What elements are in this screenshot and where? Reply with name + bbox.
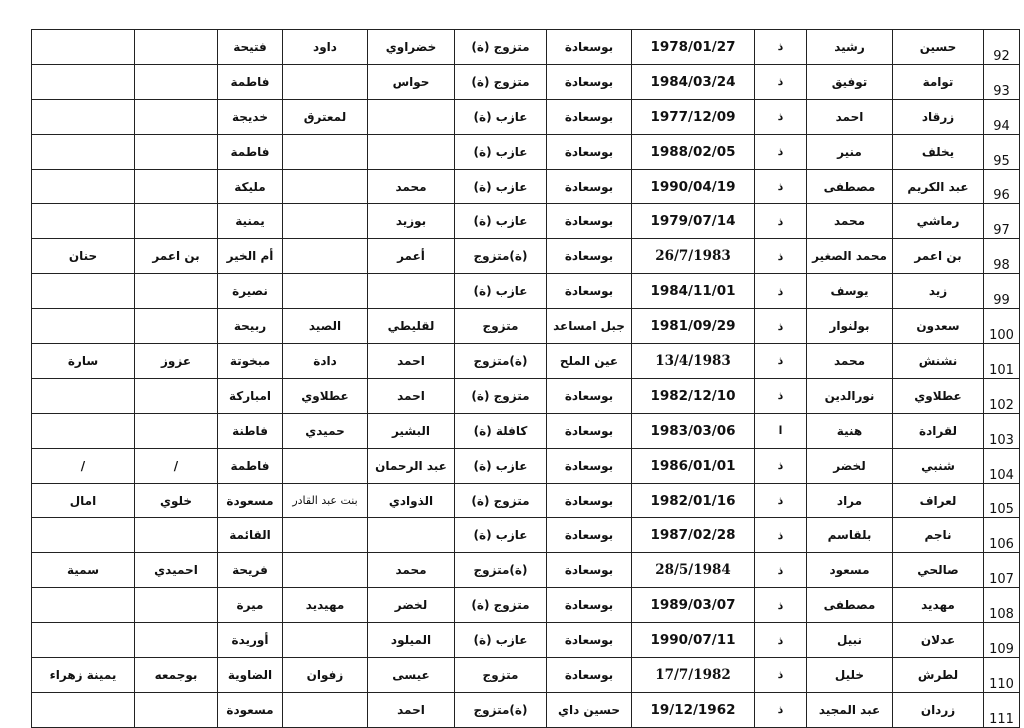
spouse-surname-cell: بن اعمر [135, 239, 218, 274]
birth-date-cell: 1982/01/16 [632, 483, 755, 518]
spouse-surname-cell [135, 30, 218, 65]
birth-date-cell: 1986/01/01 [632, 448, 755, 483]
father-name-cell [368, 99, 455, 134]
row-number: 92 [984, 30, 1020, 65]
spouse-name-cell [32, 99, 135, 134]
first-name-cell: احمد [807, 99, 893, 134]
gender-cell: ذ [755, 204, 807, 239]
first-name-cell: هنية [807, 413, 893, 448]
father-name-cell: لقليطي [368, 309, 455, 344]
mother-name-cell: أم الخير [218, 239, 283, 274]
extra-name-cell [283, 448, 368, 483]
row-number: 94 [984, 99, 1020, 134]
birth-place-cell: بوسعادة [547, 274, 632, 309]
surname-cell: لطرش [893, 658, 984, 693]
row-number: 97 [984, 204, 1020, 239]
spouse-name-cell: حنان [32, 239, 135, 274]
spouse-name-cell [32, 378, 135, 413]
first-name-cell: محمد الصغير [807, 239, 893, 274]
extra-name-cell [283, 64, 368, 99]
table-row [32, 658, 1020, 693]
birth-date-cell: 1984/11/01 [632, 274, 755, 309]
birth-place-cell: بوسعادة [547, 99, 632, 134]
spouse-surname-cell [135, 134, 218, 169]
father-name-cell: البشير [368, 413, 455, 448]
marital-status-cell: كافلة (ة) [455, 413, 547, 448]
spouse-name-cell [32, 169, 135, 204]
extra-name-cell [283, 553, 368, 588]
first-name-cell: عبد المجيد [807, 692, 893, 727]
row-number: 96 [984, 169, 1020, 204]
spouse-name-cell [32, 274, 135, 309]
gender-cell: ذ [755, 588, 807, 623]
surname-cell: زيد [893, 274, 984, 309]
surname-cell: زرقاد [893, 99, 984, 134]
gender-cell: ذ [755, 378, 807, 413]
surname-cell: زردان [893, 692, 984, 727]
father-name-cell: بوزيد [368, 204, 455, 239]
table-row [32, 553, 1020, 588]
gender-cell: ذ [755, 239, 807, 274]
spouse-name-cell [32, 692, 135, 727]
first-name-cell: يوسف [807, 274, 893, 309]
father-name-cell: الميلود [368, 623, 455, 658]
extra-name-cell [283, 623, 368, 658]
mother-name-cell: فريحة [218, 553, 283, 588]
birth-date-cell: 1984/03/24 [632, 64, 755, 99]
birth-date-cell: 28/5/1984 [632, 553, 755, 588]
spouse-name-cell: امال [32, 483, 135, 518]
table-row [32, 344, 1020, 379]
spouse-surname-cell [135, 588, 218, 623]
surname-cell: سعدون [893, 309, 984, 344]
mother-name-cell: مسعودة [218, 692, 283, 727]
birth-place-cell: جبل امساعد [547, 309, 632, 344]
birth-date-cell: 1987/02/28 [632, 518, 755, 553]
gender-cell: ذ [755, 64, 807, 99]
birth-date-cell: 1990/04/19 [632, 169, 755, 204]
spouse-name-cell [32, 309, 135, 344]
marital-status-cell: عازب (ة) [455, 204, 547, 239]
birth-place-cell: بوسعادة [547, 413, 632, 448]
spouse-name-cell [32, 134, 135, 169]
row-number: 105 [984, 483, 1020, 518]
spouse-surname-cell [135, 413, 218, 448]
birth-date-cell: 1981/09/29 [632, 309, 755, 344]
spouse-name-cell [32, 64, 135, 99]
spouse-surname-cell: بوجمعه [135, 658, 218, 693]
father-name-cell: خضراوي [368, 30, 455, 65]
father-name-cell [368, 518, 455, 553]
first-name-cell: مصطفى [807, 588, 893, 623]
gender-cell: ذ [755, 309, 807, 344]
row-number: 95 [984, 134, 1020, 169]
gender-cell: ذ [755, 134, 807, 169]
table-row [32, 378, 1020, 413]
first-name-cell: نبيل [807, 623, 893, 658]
table-row [32, 204, 1020, 239]
spouse-surname-cell: عزوز [135, 344, 218, 379]
birth-place-cell: بوسعادة [547, 518, 632, 553]
table-row [32, 134, 1020, 169]
extra-name-cell: مهيديد [283, 588, 368, 623]
marital-status-cell: (ة)متزوج [455, 553, 547, 588]
birth-date-cell: 1982/12/10 [632, 378, 755, 413]
marital-status-cell: عازب (ة) [455, 169, 547, 204]
first-name-cell: توفيق [807, 64, 893, 99]
row-number: 108 [984, 588, 1020, 623]
extra-name-cell: داود [283, 30, 368, 65]
surname-cell: نشنش [893, 344, 984, 379]
surname-cell: بن اعمر [893, 239, 984, 274]
spouse-surname-cell [135, 169, 218, 204]
mother-name-cell: يمنية [218, 204, 283, 239]
first-name-cell: مراد [807, 483, 893, 518]
birth-place-cell: عين الملح [547, 344, 632, 379]
extra-name-cell: حميدي [283, 413, 368, 448]
surname-cell: مهديد [893, 588, 984, 623]
table-row [32, 483, 1020, 518]
spouse-surname-cell [135, 378, 218, 413]
surname-cell: رماشي [893, 204, 984, 239]
marital-status-cell: عازب (ة) [455, 623, 547, 658]
spouse-name-cell: سمية [32, 553, 135, 588]
first-name-cell: مصطفى [807, 169, 893, 204]
father-name-cell: محمد [368, 553, 455, 588]
marital-status-cell: متزوج [455, 309, 547, 344]
first-name-cell: بلقاسم [807, 518, 893, 553]
spouse-surname-cell [135, 99, 218, 134]
extra-name-cell: دادة [283, 344, 368, 379]
first-name-cell: محمد [807, 204, 893, 239]
father-name-cell: عيسى [368, 658, 455, 693]
spouse-name-cell: / [32, 448, 135, 483]
gender-cell: ذ [755, 30, 807, 65]
table-row [32, 274, 1020, 309]
table-row [32, 239, 1020, 274]
birth-place-cell: بوسعادة [547, 448, 632, 483]
gender-cell: ذ [755, 483, 807, 518]
records-table [31, 29, 1020, 728]
extra-name-cell [283, 204, 368, 239]
spouse-name-cell [32, 204, 135, 239]
birth-date-cell: 26/7/1983 [632, 239, 755, 274]
surname-cell: عطلاوي [893, 378, 984, 413]
first-name-cell: بولنوار [807, 309, 893, 344]
birth-place-cell: حسين داي [547, 692, 632, 727]
table-row [32, 518, 1020, 553]
birth-date-cell: 13/4/1983 [632, 344, 755, 379]
marital-status-cell: متزوج (ة) [455, 64, 547, 99]
birth-date-cell: 19/12/1962 [632, 692, 755, 727]
table-row [32, 309, 1020, 344]
marital-status-cell: عازب (ة) [455, 518, 547, 553]
first-name-cell: نورالدين [807, 378, 893, 413]
surname-cell: لقرادة [893, 413, 984, 448]
spouse-name-cell: يمينة زهراء [32, 658, 135, 693]
mother-name-cell: الضاوية [218, 658, 283, 693]
mother-name-cell: مليكة [218, 169, 283, 204]
gender-cell: ذ [755, 344, 807, 379]
extra-name-cell: لمعترق [283, 99, 368, 134]
row-number: 104 [984, 448, 1020, 483]
row-number: 103 [984, 413, 1020, 448]
father-name-cell: احمد [368, 344, 455, 379]
father-name-cell: محمد [368, 169, 455, 204]
father-name-cell [368, 274, 455, 309]
birth-date-cell: 1983/03/06 [632, 413, 755, 448]
spouse-name-cell [32, 518, 135, 553]
row-number: 101 [984, 344, 1020, 379]
extra-name-cell [283, 134, 368, 169]
spouse-surname-cell [135, 518, 218, 553]
spouse-name-cell: سارة [32, 344, 135, 379]
table-row [32, 30, 1020, 65]
mother-name-cell: نصيرة [218, 274, 283, 309]
table-row [32, 99, 1020, 134]
gender-cell: ذ [755, 274, 807, 309]
row-number: 102 [984, 378, 1020, 413]
marital-status-cell: عازب (ة) [455, 134, 547, 169]
extra-name-cell [283, 518, 368, 553]
birth-date-cell: 1988/02/05 [632, 134, 755, 169]
marital-status-cell: متزوج (ة) [455, 588, 547, 623]
row-number: 93 [984, 64, 1020, 99]
row-number: 110 [984, 658, 1020, 693]
birth-place-cell: بوسعادة [547, 30, 632, 65]
table-row [32, 169, 1020, 204]
father-name-cell: حواس [368, 64, 455, 99]
mother-name-cell: مسعودة [218, 483, 283, 518]
marital-status-cell: (ة)متزوج [455, 344, 547, 379]
first-name-cell: مسعود [807, 553, 893, 588]
first-name-cell: لخضر [807, 448, 893, 483]
father-name-cell: احمد [368, 692, 455, 727]
extra-name-cell [283, 274, 368, 309]
row-number: 106 [984, 518, 1020, 553]
father-name-cell [368, 134, 455, 169]
extra-name-cell: الصيد [283, 309, 368, 344]
spouse-surname-cell [135, 204, 218, 239]
marital-status-cell: عازب (ة) [455, 448, 547, 483]
mother-name-cell: القائمة [218, 518, 283, 553]
mother-name-cell: أوريدة [218, 623, 283, 658]
birth-date-cell: 1989/03/07 [632, 588, 755, 623]
marital-status-cell: متزوج (ة) [455, 30, 547, 65]
spouse-surname-cell [135, 692, 218, 727]
birth-date-cell: 1979/07/14 [632, 204, 755, 239]
first-name-cell: محمد [807, 344, 893, 379]
surname-cell: شنبي [893, 448, 984, 483]
first-name-cell: منير [807, 134, 893, 169]
surname-cell: حسين [893, 30, 984, 65]
spouse-name-cell [32, 413, 135, 448]
table-row [32, 692, 1020, 727]
birth-place-cell: بوسعادة [547, 64, 632, 99]
row-number: 98 [984, 239, 1020, 274]
gender-cell: ذ [755, 553, 807, 588]
birth-date-cell: 1978/01/27 [632, 30, 755, 65]
marital-status-cell: (ة)متزوج [455, 692, 547, 727]
mother-name-cell: امباركة [218, 378, 283, 413]
birth-place-cell: بوسعادة [547, 553, 632, 588]
birth-place-cell: بوسعادة [547, 588, 632, 623]
gender-cell: ذ [755, 692, 807, 727]
row-number: 107 [984, 553, 1020, 588]
birth-place-cell: بوسعادة [547, 134, 632, 169]
extra-name-cell: زفوان [283, 658, 368, 693]
spouse-name-cell [32, 30, 135, 65]
surname-cell: صالحي [893, 553, 984, 588]
spouse-surname-cell: خلوي [135, 483, 218, 518]
mother-name-cell: فاطنة [218, 413, 283, 448]
spouse-surname-cell [135, 623, 218, 658]
marital-status-cell: متزوج (ة) [455, 378, 547, 413]
table-row [32, 413, 1020, 448]
surname-cell: توامة [893, 64, 984, 99]
spouse-surname-cell: احميدي [135, 553, 218, 588]
birth-date-cell: 1990/07/11 [632, 623, 755, 658]
gender-cell: ذ [755, 99, 807, 134]
table-row [32, 623, 1020, 658]
surname-cell: لعراف [893, 483, 984, 518]
marital-status-cell: متزوج [455, 658, 547, 693]
spouse-surname-cell [135, 274, 218, 309]
mother-name-cell: خديجة [218, 99, 283, 134]
gender-cell: ذ [755, 518, 807, 553]
extra-name-cell: بنت عبد القادر [283, 483, 368, 518]
surname-cell: عدلان [893, 623, 984, 658]
birth-place-cell: بوسعادة [547, 239, 632, 274]
spouse-surname-cell [135, 309, 218, 344]
gender-cell: ذ [755, 448, 807, 483]
birth-place-cell: بوسعادة [547, 658, 632, 693]
birth-date-cell: 1977/12/09 [632, 99, 755, 134]
father-name-cell: عبد الرحمان [368, 448, 455, 483]
spouse-surname-cell [135, 64, 218, 99]
mother-name-cell: فاطمة [218, 448, 283, 483]
first-name-cell: خليل [807, 658, 893, 693]
spouse-name-cell [32, 588, 135, 623]
mother-name-cell: فتيحة [218, 30, 283, 65]
marital-status-cell: عازب (ة) [455, 274, 547, 309]
row-number: 99 [984, 274, 1020, 309]
extra-name-cell [283, 692, 368, 727]
father-name-cell: احمد [368, 378, 455, 413]
mother-name-cell: مبخوتة [218, 344, 283, 379]
surname-cell: يخلف [893, 134, 984, 169]
surname-cell: ناجم [893, 518, 984, 553]
gender-cell: ذ [755, 658, 807, 693]
marital-status-cell: متزوج (ة) [455, 483, 547, 518]
extra-name-cell: عطلاوي [283, 378, 368, 413]
gender-cell: ذ [755, 623, 807, 658]
mother-name-cell: ميرة [218, 588, 283, 623]
row-number: 111 [984, 692, 1020, 727]
extra-name-cell [283, 239, 368, 274]
father-name-cell: أعمر [368, 239, 455, 274]
spouse-surname-cell: / [135, 448, 218, 483]
father-name-cell: لخضر [368, 588, 455, 623]
row-number: 109 [984, 623, 1020, 658]
marital-status-cell: (ة)متزوج [455, 239, 547, 274]
birth-place-cell: بوسعادة [547, 483, 632, 518]
marital-status-cell: عازب (ة) [455, 99, 547, 134]
birth-place-cell: بوسعادة [547, 204, 632, 239]
gender-cell: ذ [755, 169, 807, 204]
birth-place-cell: بوسعادة [547, 623, 632, 658]
mother-name-cell: فاطمة [218, 64, 283, 99]
surname-cell: عبد الكريم [893, 169, 984, 204]
table-row [32, 448, 1020, 483]
birth-place-cell: بوسعادة [547, 169, 632, 204]
spouse-name-cell [32, 623, 135, 658]
gender-cell: ا [755, 413, 807, 448]
mother-name-cell: ربيحة [218, 309, 283, 344]
father-name-cell: الذوادي [368, 483, 455, 518]
birth-place-cell: بوسعادة [547, 378, 632, 413]
mother-name-cell: فاطمة [218, 134, 283, 169]
row-number: 100 [984, 309, 1020, 344]
table-row [32, 64, 1020, 99]
extra-name-cell [283, 169, 368, 204]
table-row [32, 588, 1020, 623]
birth-date-cell: 17/7/1982 [632, 658, 755, 693]
first-name-cell: رشيد [807, 30, 893, 65]
